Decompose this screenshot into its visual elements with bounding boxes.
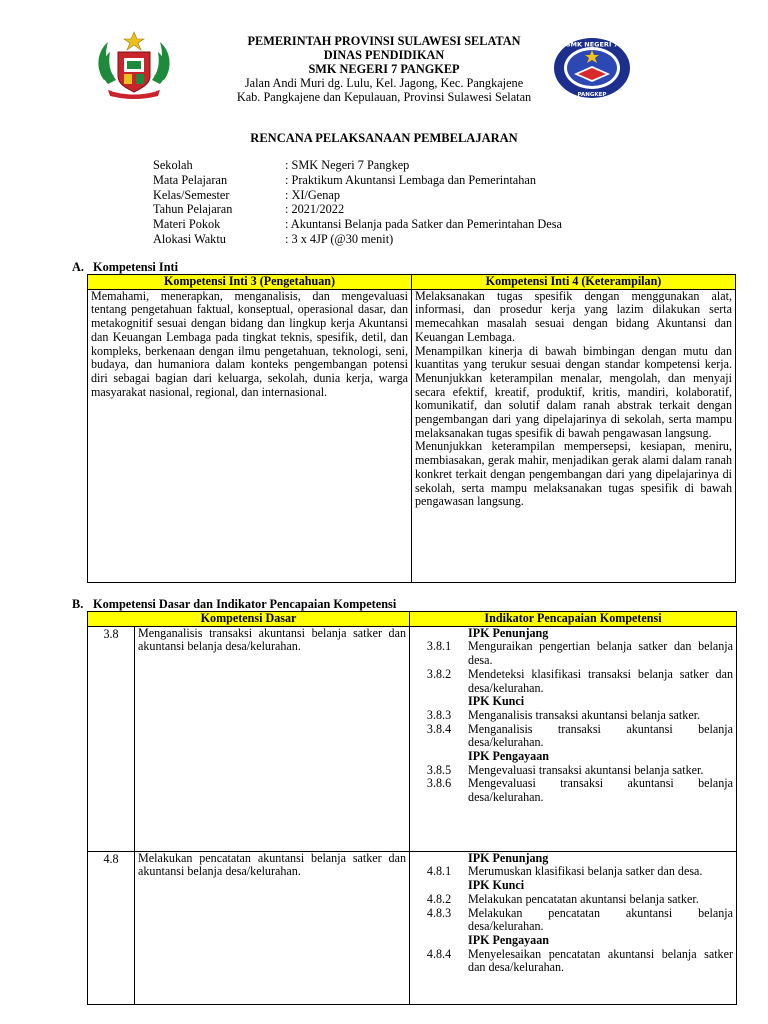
ki3-header: Kompetensi Inti 3 (Pengetahuan) (88, 275, 412, 290)
ipk-list (410, 627, 733, 805)
school-logo-top-text: SMK NEGERI 7 (565, 40, 619, 49)
identity-value: : SMK Negeri 7 Pangkep (285, 158, 410, 172)
ipk-group-heading: IPK Penunjang (468, 625, 549, 640)
ipk-group-heading: IPK Pengayaan (468, 932, 549, 947)
identity-row (153, 217, 562, 232)
identity-value: : Praktikum Akuntansi Lembaga dan Pemerintahan (285, 172, 537, 187)
ipk-text: Mengevaluasi transaksi akuntansi belanja satker. (468, 762, 704, 777)
ipk-text: Menganalisis transaksi akuntansi belanja satker. (468, 707, 701, 722)
ipk-group-heading: IPK Kunci (468, 694, 525, 709)
document-title: RENCANA PELAKSANAAN PEMBELAJARAN (250, 131, 518, 145)
identity-key: Materi Pokok (153, 217, 221, 232)
ipk-group-heading: IPK Penunjang (468, 850, 549, 865)
ipk-cell (410, 851, 737, 1004)
ki4-header: Kompetensi Inti 4 (Keterampilan) (412, 275, 736, 290)
ipk-text: Melakukan pencatatan akuntansi belanja desa/kelurahan. (468, 905, 734, 934)
kd-row (88, 626, 737, 851)
ipk-code: 4.8.2 (426, 891, 452, 906)
identity-key: Alokasi Waktu (153, 231, 226, 246)
kd-row (88, 851, 737, 1004)
identity-key: Kelas/Semester (153, 187, 230, 202)
ipk-code: 4.8.1 (426, 864, 452, 879)
letterhead (0, 34, 768, 104)
ki4-text-2: Menampilkan kinerja di bawah bimbingan dengan mutu dan kuantitas yang terukur sesuai dengan standar kompetensi kerja. Menunjukkan keterampilan menalar, mengolah, dan menyaji secara efektif, kreatif, produktif, kritis, mandiri, kolaboratif, komunikatif, dan solutif dalam ranah abstrak terkait dengan pengembangan dari yang dipelajarinya di sekolah, serta mampu melaksanakan tugas spesifik di bawah pengawasan langsung. (415, 343, 732, 440)
kd-text: Menganalisis transaksi akuntansi belanja satker dan akuntansi belanja desa/kelurahan. (135, 626, 410, 851)
kd-header: Kompetensi Dasar (88, 612, 410, 627)
identity-row (153, 173, 562, 188)
identity-key: Mata Pelajaran (153, 172, 228, 187)
ipk-group-heading: IPK Pengayaan (468, 749, 549, 764)
ipk-text: Merumuskan klasifikasi belanja satker dan desa. (468, 864, 703, 879)
ipk-code: 3.8.6 (426, 776, 452, 791)
ipk-code: 4.8.3 (426, 905, 452, 920)
ki4-cell (412, 289, 736, 582)
identity-value: : XI/Genap (285, 187, 340, 202)
school-logo-bottom-text: PANGKEP (577, 92, 607, 98)
ipk-text: Mendeteksi klasifikasi transaksi belanja satker dan desa/kelurahan. (468, 666, 734, 695)
ipk-code: 3.8.3 (426, 707, 452, 722)
ipk-text: Mengevaluasi transaksi akuntansi belanja desa/kelurahan. (468, 776, 734, 805)
ipk-group-heading: IPK Kunci (468, 878, 525, 893)
identity-value: : Akuntansi Belanja pada Satker dan Pemerintahan Desa (285, 217, 562, 232)
ipk-header: Indikator Pencapaian Kompetensi (410, 612, 737, 627)
ki4-text-3: Menunjukkan keterampilan mempersepsi, kesiapan, meniru, membiasakan, gerak mahir, menjadikan gerak alami dalam ranah konkret terkait dengan pengembangan dari yang dipelajarinya di sekolah, serta mampu melaksanakan tugas spesifik di bawah pengawasan langsung. (415, 439, 732, 509)
ipk-code: 3.8.1 (426, 639, 452, 654)
kd-code: 3.8 (88, 626, 135, 851)
ipk-text: Menganalisis transaksi akuntansi belanja desa/kelurahan. (468, 721, 734, 750)
ki4-text-1: Melaksanakan tugas spesifik dengan menggunakan alat, informasi, dan prosedur kerja yang lazim dilakukan serta memecahkan masalah sesuai dengan bidang Akuntansi dan Keuangan Lembaga. (415, 288, 732, 344)
identity-row (153, 232, 562, 247)
identity-row (153, 158, 562, 173)
ipk-text: Menguraikan pengertian belanja satker dan belanja desa. (468, 639, 734, 668)
ipk-code: 3.8.2 (426, 666, 452, 681)
ipk-text: Menyelesaikan pencatatan akuntansi belanja satker dan desa/kelurahan. (468, 946, 734, 975)
ipk-code: 3.8.5 (426, 762, 452, 777)
header-address-2: Kab. Pangkajene dan Kepulauan, Provinsi Sulawesi Selatan (236, 90, 532, 104)
ipk-code: 3.8.4 (426, 721, 452, 736)
identity-key: Tahun Pelajaran (153, 202, 233, 217)
kd-text: Melakukan pencatatan akuntansi belanja satker dan akuntansi belanja desa/kelurahan. (135, 851, 410, 1004)
section-a-title: Kompetensi Inti (93, 260, 179, 274)
ki3-text: Memahami, menerapkan, menganalisis, dan mengevaluasi tentang pengetahuan faktual, konseptual, operasional dasar, dan metakognitif sesuai dengan bidang dan lingkup kerja Akuntansi dan Keuangan Lembaga pada tingkat teknis, spesifik, detil, dan kompleks, berkenaan dengan ilmu pengetahuan, teknologi, seni, budaya, dan humaniora dalam konteks pengembangan potensi diri sebagai bagian dari keluarga, sekolah, dunia kerja, warga masyarakat nasional, regional, dan internasional. (88, 289, 412, 582)
header-agency: DINAS PENDIDIKAN (323, 48, 445, 62)
section-b-letter: B. (72, 597, 84, 611)
section-b-heading (72, 597, 396, 612)
identity-row (153, 188, 562, 203)
identity-row (153, 202, 562, 217)
ipk-code: 4.8.4 (426, 946, 452, 961)
kd-ipk-table (87, 611, 737, 1005)
identity-value: : 2021/2022 (285, 202, 345, 217)
section-a-heading (72, 260, 178, 275)
identity-value: : 3 x 4JP (@30 menit) (285, 231, 394, 246)
ipk-text: Melakukan pencatatan akuntansi belanja satker. (468, 891, 699, 906)
identity-key: Sekolah (153, 158, 193, 172)
identity-block (153, 158, 562, 247)
section-a-letter: A. (72, 260, 84, 274)
ipk-cell (410, 626, 737, 851)
kompetensi-inti-table (87, 274, 736, 583)
header-address-1: Jalan Andi Muri dg. Lulu, Kel. Jagong, Kec. Pangkajene (244, 76, 524, 90)
section-b-title: Kompetensi Dasar dan Indikator Pencapaian Kompetensi (93, 597, 397, 611)
header-government: PEMERINTAH PROVINSI SULAWESI SELATAN (247, 34, 521, 48)
kd-code: 4.8 (88, 851, 135, 1004)
ipk-list (410, 852, 733, 975)
header-school: SMK NEGERI 7 PANGKEP (308, 62, 460, 76)
